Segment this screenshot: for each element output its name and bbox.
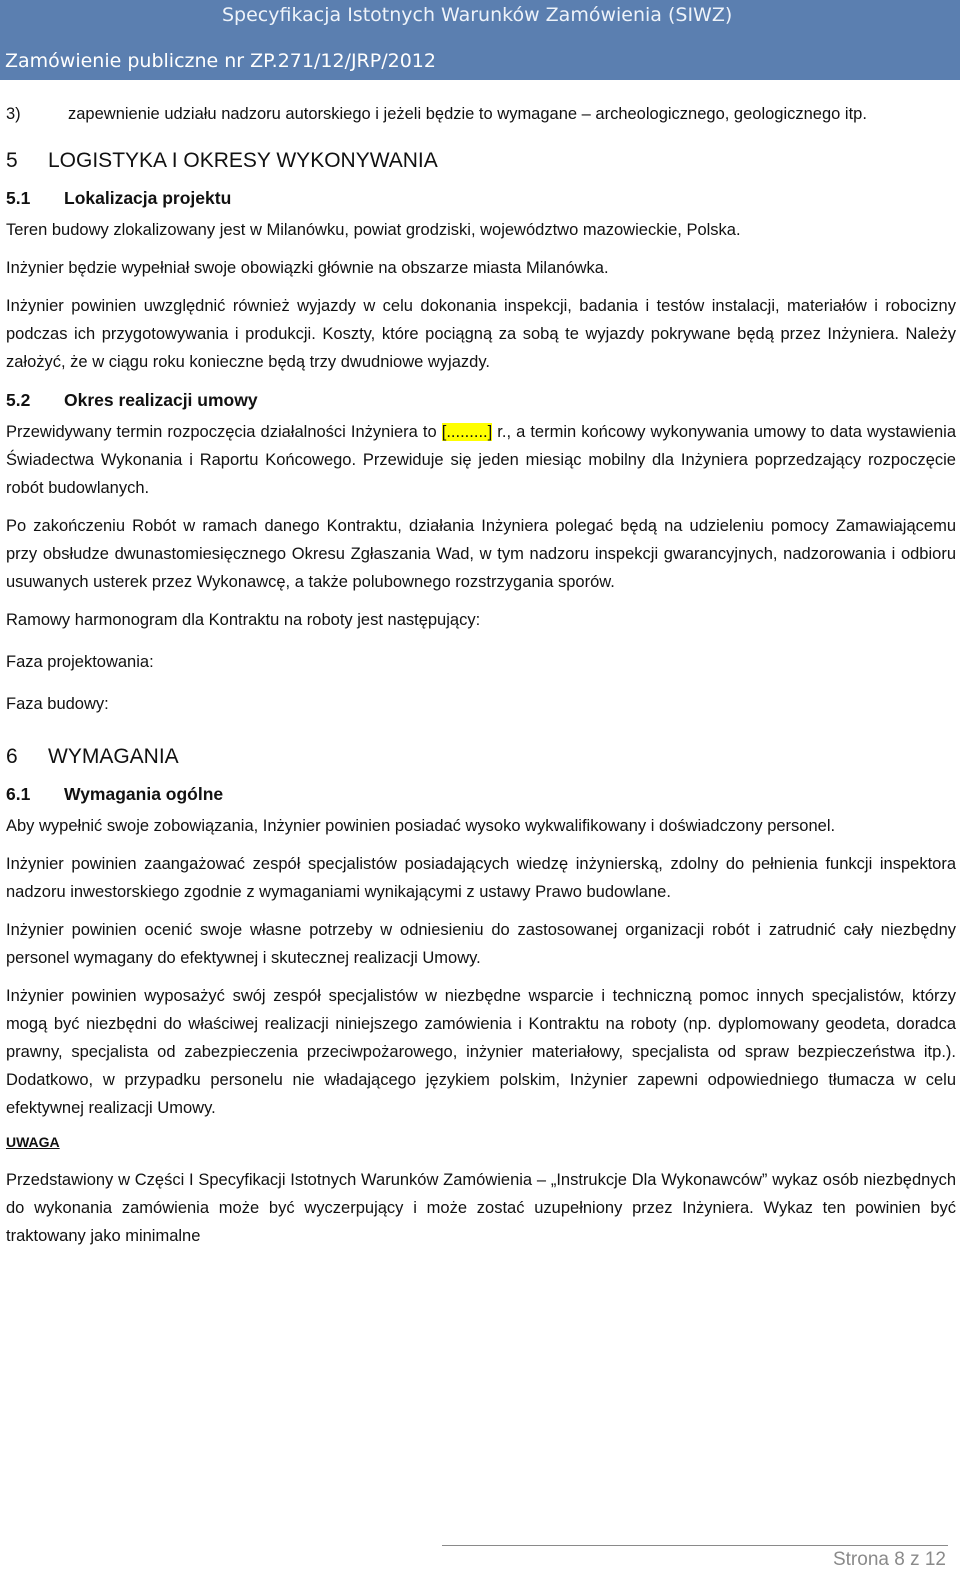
list-item-text: zapewnienie udziału nadzoru autorskiego i jeżeli będzie to wymagane – archeologicznego, geologicznego itp. xyxy=(68,105,867,123)
subsection-number: 5.2 xyxy=(6,390,31,410)
paragraph: Inżynier powinien uwzględnić również wyjazdy w celu dokonania inspekcji, badania i testów instalacji, materiałów i robocizny podczas ich przygotowywania i produkcji. Koszty, które pociągną za sobą te wyjazdy pokrywane będą przez Inżyniera. Należy założyć, że w ciągu roku konieczne będą trzy dwudniowe wyjazdy. xyxy=(6,297,956,371)
paragraph: Teren budowy zlokalizowany jest w Milanówku, powiat grodziski, województwo mazowieckie, Polska. xyxy=(6,221,741,239)
list-item-number: 3) xyxy=(6,105,21,123)
document-title: Specyfikacja Istotnych Warunków Zamówienia (SIWZ) xyxy=(222,4,733,26)
subsection-heading-5-1 xyxy=(6,184,956,212)
subsection-number: 6.1 xyxy=(6,784,31,804)
paragraph: Inżynier powinien zaangażować zespół specjalistów posiadających wiedzę inżynierską, zdolny do pełnienia funkcji inspektora nadzoru inwestorskiego zgodnie z wymaganiami wynikającymi z ustawy Prawo budowlane. xyxy=(6,855,956,901)
paragraph: Ramowy harmonogram dla Kontraktu na roboty jest następujący: xyxy=(6,611,481,629)
paragraph xyxy=(6,418,956,502)
paragraph-text: r., a termin końcowy wykonywania umowy to data wystawienia Świadectwa Wykonania i Raportu Końcowego. Przewiduje się jeden miesiąc mobilny dla Inżyniera poprzedzający rozpoczęcie robót budowlanych. xyxy=(6,423,956,497)
paragraph: Przedstawiony w Części I Specyfikacji Istotnych Warunków Zamówienia – „Instrukcje Dla Wykonawców” wykaz osób niezbędnych do wykonania zamówienia może być wyczerpujący i może zostać uzupełniony przez Inżyniera. Wykaz ten powinien być traktowany jako minimalne xyxy=(6,1171,956,1245)
footer-divider xyxy=(442,1545,948,1546)
subsection-number: 5.1 xyxy=(6,188,31,208)
page-number: Strona 8 z 12 xyxy=(832,1549,946,1570)
paragraph-text: Przewidywany termin rozpoczęcia działalności Inżyniera to xyxy=(6,423,442,441)
section-heading-5 xyxy=(6,146,956,176)
subsection-title: Okres realizacji umowy xyxy=(64,390,258,410)
subsection-heading-5-2 xyxy=(6,386,956,414)
paragraph: Faza budowy: xyxy=(6,695,109,713)
paragraph: Inżynier powinien wyposażyć swój zespół specjalistów w niezbędne wsparcie i techniczną pomoc innych specjalistów, którzy mogą być niezbędni do właściwej realizacji niniejszego zamówienia i Kontraktu na roboty (np. dyplomowany geodeta, doradca prawny, specjalista od zabezpieczenia przeciwpożarowego, inżynier materiałowy, specjalista od spraw bezpieczeństwa itp.). Dodatkowo, w przypadku personelu nie władającego językiem polskim, Inżynier zapewni odpowiedniego tłumacza w celu efektywnej realizacji Umowy. xyxy=(6,987,956,1117)
section-number: 5 xyxy=(6,149,18,172)
subsection-heading-6-1 xyxy=(6,780,956,808)
document-body xyxy=(6,100,956,1250)
note-label: UWAGA xyxy=(6,1134,60,1150)
subsection-title: Lokalizacja projektu xyxy=(64,188,232,208)
list-item xyxy=(6,100,956,128)
page-header xyxy=(0,0,960,80)
section-title: WYMAGANIA xyxy=(48,745,179,768)
paragraph: Po zakończeniu Robót w ramach danego Kontraktu, działania Inżyniera polegać będą na udzieleniu pomocy Zamawiającemu przy obsłudze dwunastomiesięcznego Okresu Zgłaszania Wad, w tym nadzoru inspekcji gwarancyjnych, nadzorowania i odbioru usuwanych usterek przez Wykonawcę, a także polubownego rozstrzygania sporów. xyxy=(6,517,956,591)
paragraph: Aby wypełnić swoje zobowiązania, Inżynier powinien posiadać wysoko wykwalifikowany i doświadczony personel. xyxy=(6,817,836,835)
section-title: LOGISTYKA I OKRESY WYKONYWANIA xyxy=(48,149,438,172)
subsection-title: Wymagania ogólne xyxy=(64,784,224,804)
paragraph: Inżynier powinien ocenić swoje własne potrzeby w odniesieniu do zastosowanej organizacji robót i zatrudnić cały niezbędny personel wymagany do efektywnej i skutecznej realizacji Umowy. xyxy=(6,921,956,967)
section-heading-6 xyxy=(6,742,956,772)
section-number: 6 xyxy=(6,745,18,768)
document-number: Zamówienie publiczne nr ZP.271/12/JRP/2012 xyxy=(5,50,436,72)
paragraph: Inżynier będzie wypełniał swoje obowiązki głównie na obszarze miasta Milanówka. xyxy=(6,259,609,277)
paragraph: Faza projektowania: xyxy=(6,653,154,671)
highlighted-placeholder: [.........] xyxy=(441,423,493,441)
